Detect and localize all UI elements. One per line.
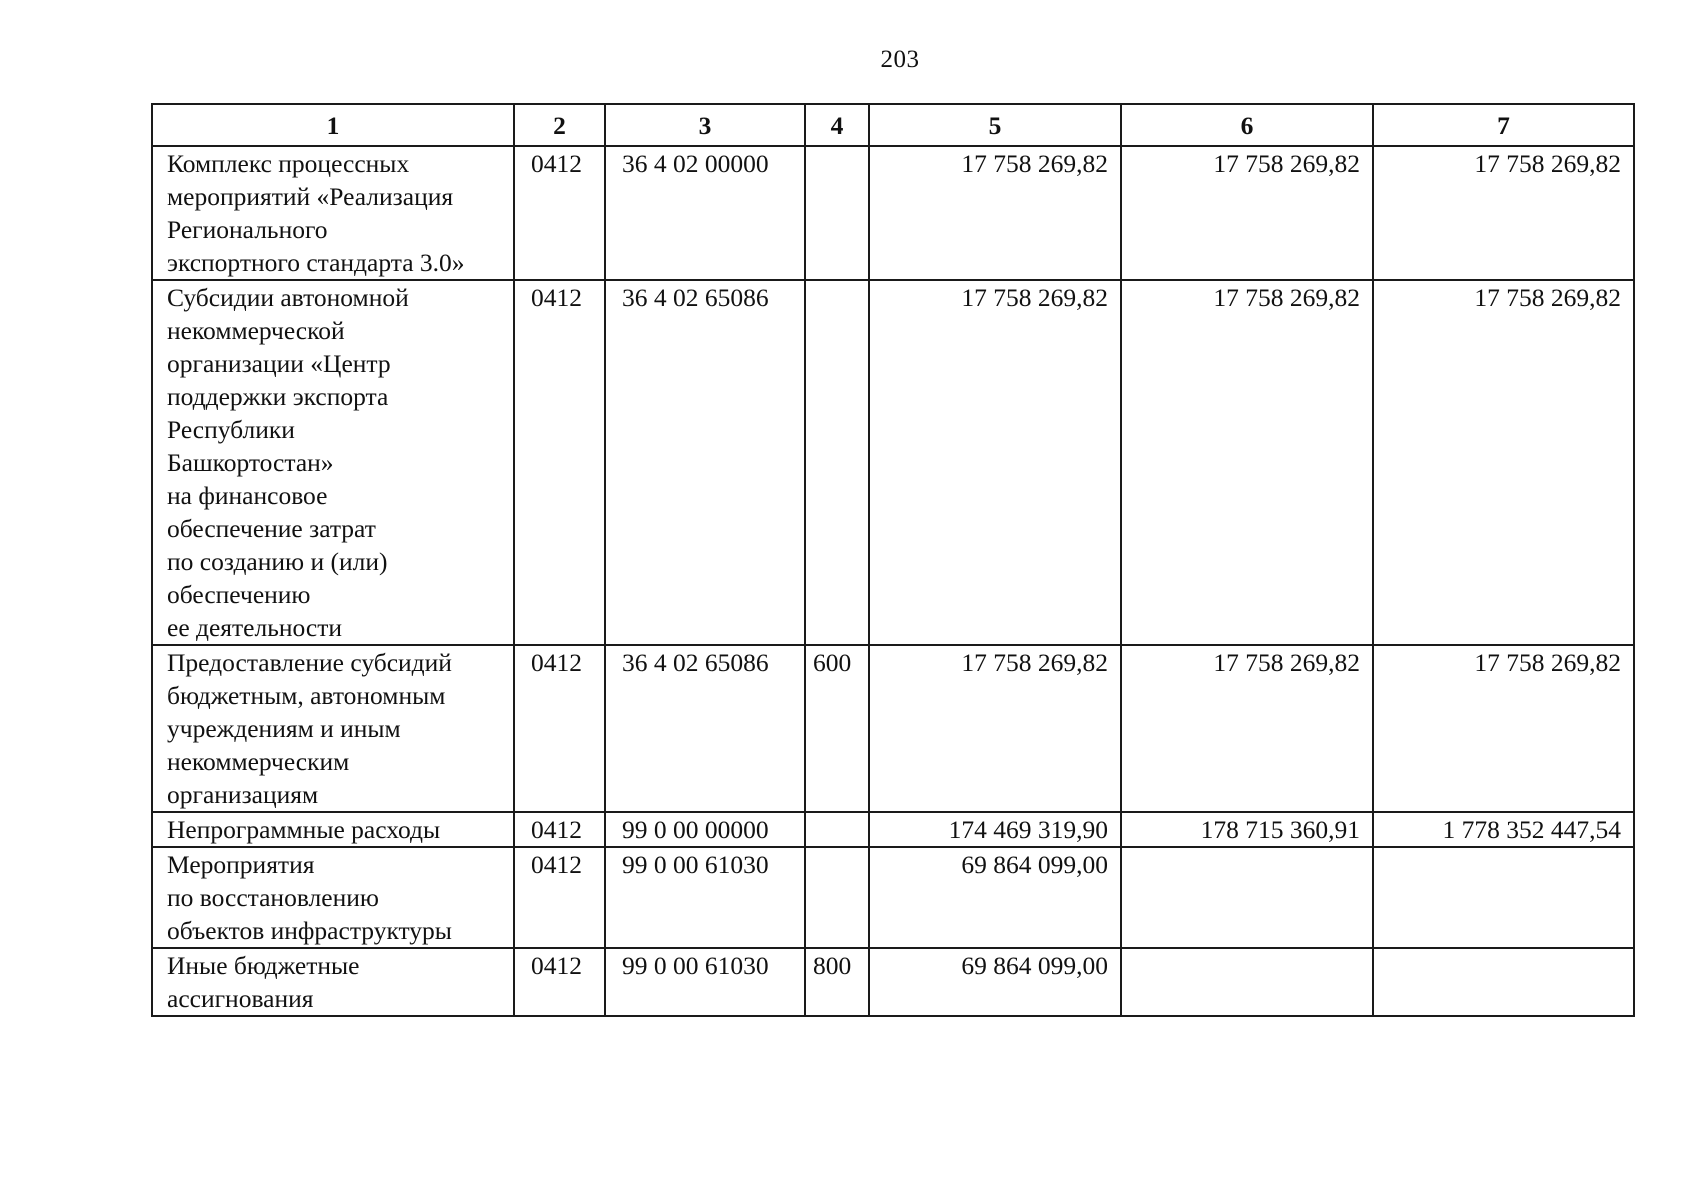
table-row bbox=[152, 847, 1634, 948]
expense-type-cell: 600 bbox=[805, 645, 869, 812]
table-row bbox=[152, 645, 1634, 812]
amount-col6-cell: 17 758 269,82 bbox=[1121, 146, 1373, 280]
expense-name-line: организациям bbox=[167, 780, 319, 809]
header-col-7: 7 bbox=[1373, 104, 1634, 146]
expense-name-line: ее деятельности bbox=[167, 613, 342, 642]
section-code-cell: 0412 bbox=[514, 812, 605, 847]
amount-col5-cell: 174 469 319,90 bbox=[869, 812, 1121, 847]
target-article-cell: 99 0 00 61030 bbox=[605, 948, 805, 1016]
expense-name-cell bbox=[152, 645, 514, 812]
target-article-cell: 36 4 02 65086 bbox=[605, 280, 805, 645]
target-article-cell: 99 0 00 61030 bbox=[605, 847, 805, 948]
target-article-cell: 36 4 02 65086 bbox=[605, 645, 805, 812]
amount-col5-cell: 69 864 099,00 bbox=[869, 847, 1121, 948]
expense-name-line: поддержки экспорта bbox=[167, 382, 389, 411]
expense-name-cell bbox=[152, 280, 514, 645]
amount-col6-cell: 17 758 269,82 bbox=[1121, 645, 1373, 812]
expense-name-line: по созданию и (или) bbox=[167, 547, 388, 576]
expense-name-line: Предоставление субсидий bbox=[167, 648, 452, 677]
header-col-3: 3 bbox=[605, 104, 805, 146]
amount-col6-cell bbox=[1121, 847, 1373, 948]
header-col-5: 5 bbox=[869, 104, 1121, 146]
expense-name-line: Субсидии автономной bbox=[167, 283, 409, 312]
page-number: 203 bbox=[880, 46, 920, 73]
expense-name-cell bbox=[152, 847, 514, 948]
expense-name-line: обеспечение затрат bbox=[167, 514, 376, 543]
expense-type-cell bbox=[805, 847, 869, 948]
target-article-cell: 99 0 00 00000 bbox=[605, 812, 805, 847]
expense-name-line: организации «Центр bbox=[167, 349, 391, 378]
expense-name-line: Республики bbox=[167, 415, 295, 444]
expense-type-cell bbox=[805, 146, 869, 280]
amount-col6-cell: 178 715 360,91 bbox=[1121, 812, 1373, 847]
expense-name-line: ассигнования bbox=[167, 984, 314, 1013]
section-code-cell: 0412 bbox=[514, 847, 605, 948]
header-row bbox=[152, 104, 1634, 146]
header-col-6: 6 bbox=[1121, 104, 1373, 146]
expense-name-cell bbox=[152, 146, 514, 280]
expense-name-line: бюджетным, автономным bbox=[167, 681, 446, 710]
amount-col5-cell: 69 864 099,00 bbox=[869, 948, 1121, 1016]
amount-col7-cell: 17 758 269,82 bbox=[1373, 645, 1634, 812]
expense-name-line: экспортного стандарта 3.0» bbox=[167, 248, 465, 277]
expense-name-line: некоммерческой bbox=[167, 316, 345, 345]
expense-name-line: объектов инфраструктуры bbox=[167, 916, 452, 945]
amount-col6-cell: 17 758 269,82 bbox=[1121, 280, 1373, 645]
amount-col7-cell bbox=[1373, 948, 1634, 1016]
expense-name-cell bbox=[152, 812, 514, 847]
amount-col6-cell bbox=[1121, 948, 1373, 1016]
header-col-1: 1 bbox=[152, 104, 514, 146]
amount-col7-cell: 17 758 269,82 bbox=[1373, 280, 1634, 645]
amount-col5-cell: 17 758 269,82 bbox=[869, 146, 1121, 280]
budget-table bbox=[151, 103, 1635, 1017]
target-article-cell: 36 4 02 00000 bbox=[605, 146, 805, 280]
expense-name-line: Иные бюджетные bbox=[167, 951, 360, 980]
expense-name-line: учреждениям и иным bbox=[167, 714, 401, 743]
header-col-2: 2 bbox=[514, 104, 605, 146]
section-code-cell: 0412 bbox=[514, 948, 605, 1016]
expense-name-line: Башкортостан» bbox=[167, 448, 334, 477]
expense-name-line: Непрограммные расходы bbox=[167, 815, 441, 844]
amount-col7-cell bbox=[1373, 847, 1634, 948]
expense-name-line: обеспечению bbox=[167, 580, 311, 609]
table-row bbox=[152, 280, 1634, 645]
table-row bbox=[152, 948, 1634, 1016]
expense-name-line: Регионального bbox=[167, 215, 328, 244]
expense-name-cell bbox=[152, 948, 514, 1016]
expense-name-line: Комплекс процессных bbox=[167, 149, 410, 178]
table-row bbox=[152, 146, 1634, 280]
section-code-cell: 0412 bbox=[514, 280, 605, 645]
expense-name-line: мероприятий «Реализация bbox=[167, 182, 454, 211]
amount-col5-cell: 17 758 269,82 bbox=[869, 645, 1121, 812]
amount-col7-cell: 1 778 352 447,54 bbox=[1373, 812, 1634, 847]
expense-name-line: по восстановлению bbox=[167, 883, 379, 912]
section-code-cell: 0412 bbox=[514, 146, 605, 280]
expense-type-cell bbox=[805, 280, 869, 645]
section-code-cell: 0412 bbox=[514, 645, 605, 812]
expense-type-cell: 800 bbox=[805, 948, 869, 1016]
table-row bbox=[152, 812, 1634, 847]
header-col-4: 4 bbox=[805, 104, 869, 146]
amount-col7-cell: 17 758 269,82 bbox=[1373, 146, 1634, 280]
expense-type-cell bbox=[805, 812, 869, 847]
expense-name-line: Мероприятия bbox=[167, 850, 315, 879]
amount-col5-cell: 17 758 269,82 bbox=[869, 280, 1121, 645]
expense-name-line: на финансовое bbox=[167, 481, 328, 510]
expense-name-line: некоммерческим bbox=[167, 747, 350, 776]
